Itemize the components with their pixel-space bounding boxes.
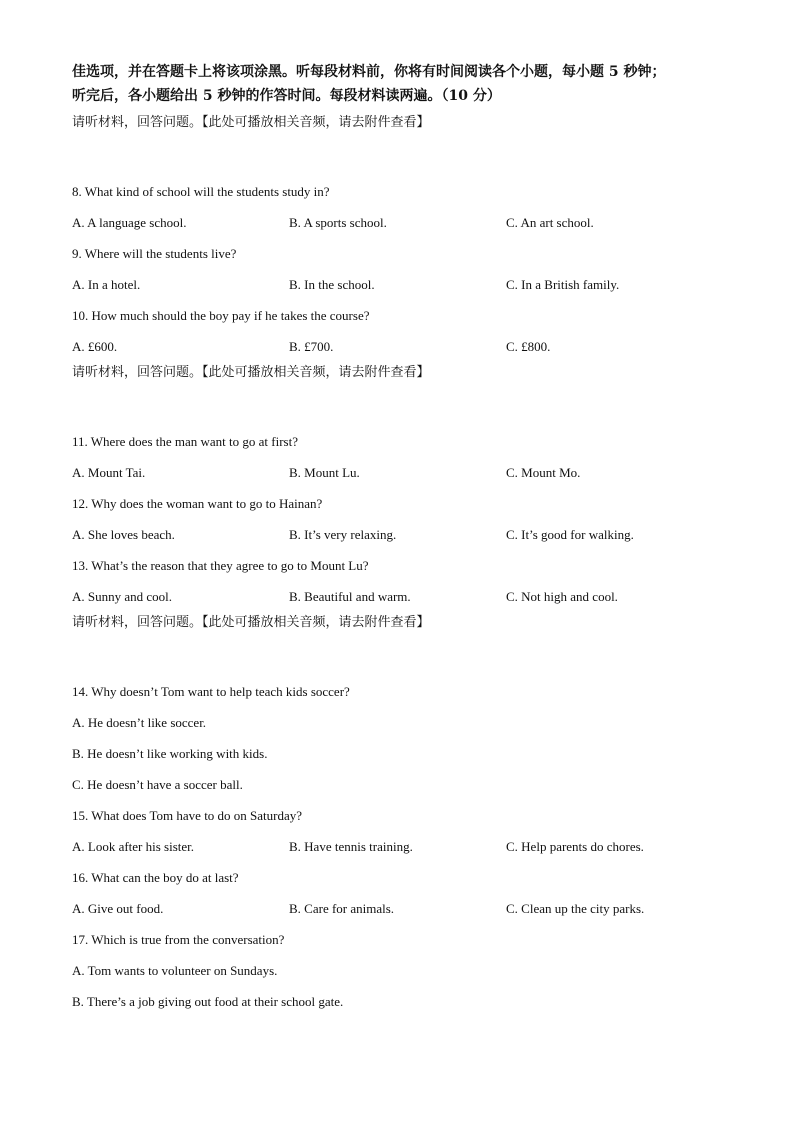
option-b[interactable]: B. Care for animals.	[289, 901, 395, 916]
question-9: 9. Where will the students live?	[72, 246, 237, 261]
listen-prompt: 请听材料，回答问题。【此处可播放相关音频，请去附件查看】	[72, 365, 430, 380]
exam-page	[72, 60, 732, 1017]
question-8: 8. What kind of school will the students study in?	[72, 184, 330, 199]
question-9-options	[72, 269, 732, 300]
option-c[interactable]: C. It’s good for walking.	[506, 527, 634, 542]
question-group-3	[72, 676, 732, 1017]
option-c[interactable]: C. Clean up the city parks.	[506, 901, 645, 916]
question-group-2	[72, 426, 732, 612]
option-a[interactable]: A. A language school.	[72, 215, 187, 230]
option-a[interactable]: A. He doesn’t like soccer.	[72, 715, 207, 730]
question-12: 12. Why does the woman want to go to Hainan?	[72, 496, 323, 511]
question-11: 11. Where does the man want to go at first?	[72, 434, 298, 449]
option-c[interactable]: C. Mount Mo.	[506, 465, 581, 480]
option-b[interactable]: B. Beautiful and warm.	[289, 589, 411, 604]
question-16-options	[72, 893, 732, 924]
instructions-line-1: 佳选项，并在答题卡上将该项涂黑。听每段材料前，你将有时间阅读各个小题，每小题 5 秒钟；	[72, 64, 666, 80]
option-c[interactable]: C. £800.	[506, 339, 551, 354]
question-10: 10. How much should the boy pay if he takes the course?	[72, 308, 370, 323]
option-b[interactable]: B. In the school.	[289, 277, 375, 292]
question-15: 15. What does Tom have to do on Saturday?	[72, 808, 303, 823]
option-a[interactable]: A. She loves beach.	[72, 527, 175, 542]
listen-prompt: 请听材料，回答问题。【此处可播放相关音频，请去附件查看】	[72, 115, 430, 130]
question-17: 17. Which is true from the conversation?	[72, 932, 285, 947]
option-c[interactable]: C. An art school.	[506, 215, 594, 230]
option-a[interactable]: A. £600.	[72, 339, 118, 354]
option-a[interactable]: A. Look after his sister.	[72, 839, 195, 854]
option-a[interactable]: A. In a hotel.	[72, 277, 141, 292]
option-b[interactable]: B. Have tennis training.	[289, 839, 413, 854]
question-13-options	[72, 581, 732, 612]
question-13: 13. What’s the reason that they agree to go to Mount Lu?	[72, 558, 369, 573]
question-12-options	[72, 519, 732, 550]
question-15-options	[72, 831, 732, 862]
option-a[interactable]: A. Mount Tai.	[72, 465, 146, 480]
option-c[interactable]: C. He doesn’t have a soccer ball.	[72, 777, 243, 792]
option-b[interactable]: B. There’s a job giving out food at their school gate.	[72, 994, 344, 1009]
question-16: 16. What can the boy do at last?	[72, 870, 239, 885]
option-a[interactable]: A. Sunny and cool.	[72, 589, 173, 604]
option-b[interactable]: B. £700.	[289, 339, 334, 354]
question-8-options	[72, 207, 732, 238]
option-c[interactable]: C. Help parents do chores.	[506, 839, 644, 854]
option-a[interactable]: A. Give out food.	[72, 901, 164, 916]
option-b[interactable]: B. Mount Lu.	[289, 465, 360, 480]
question-11-options	[72, 457, 732, 488]
option-a[interactable]: A. Tom wants to volunteer on Sundays.	[72, 963, 278, 978]
question-14: 14. Why doesn’t Tom want to help teach kids soccer?	[72, 684, 350, 699]
option-b[interactable]: B. He doesn’t like working with kids.	[72, 746, 268, 761]
question-10-options	[72, 331, 732, 362]
listen-prompt: 请听材料，回答问题。【此处可播放相关音频，请去附件查看】	[72, 615, 430, 630]
question-group-1	[72, 176, 732, 362]
instructions-line-2: 听完后，各小题给出 5 秒钟的作答时间。每段材料读两遍。（10 分）	[72, 88, 501, 104]
option-c[interactable]: C. In a British family.	[506, 277, 620, 292]
option-b[interactable]: B. A sports school.	[289, 215, 387, 230]
option-b[interactable]: B. It’s very relaxing.	[289, 527, 397, 542]
option-c[interactable]: C. Not high and cool.	[506, 589, 618, 604]
